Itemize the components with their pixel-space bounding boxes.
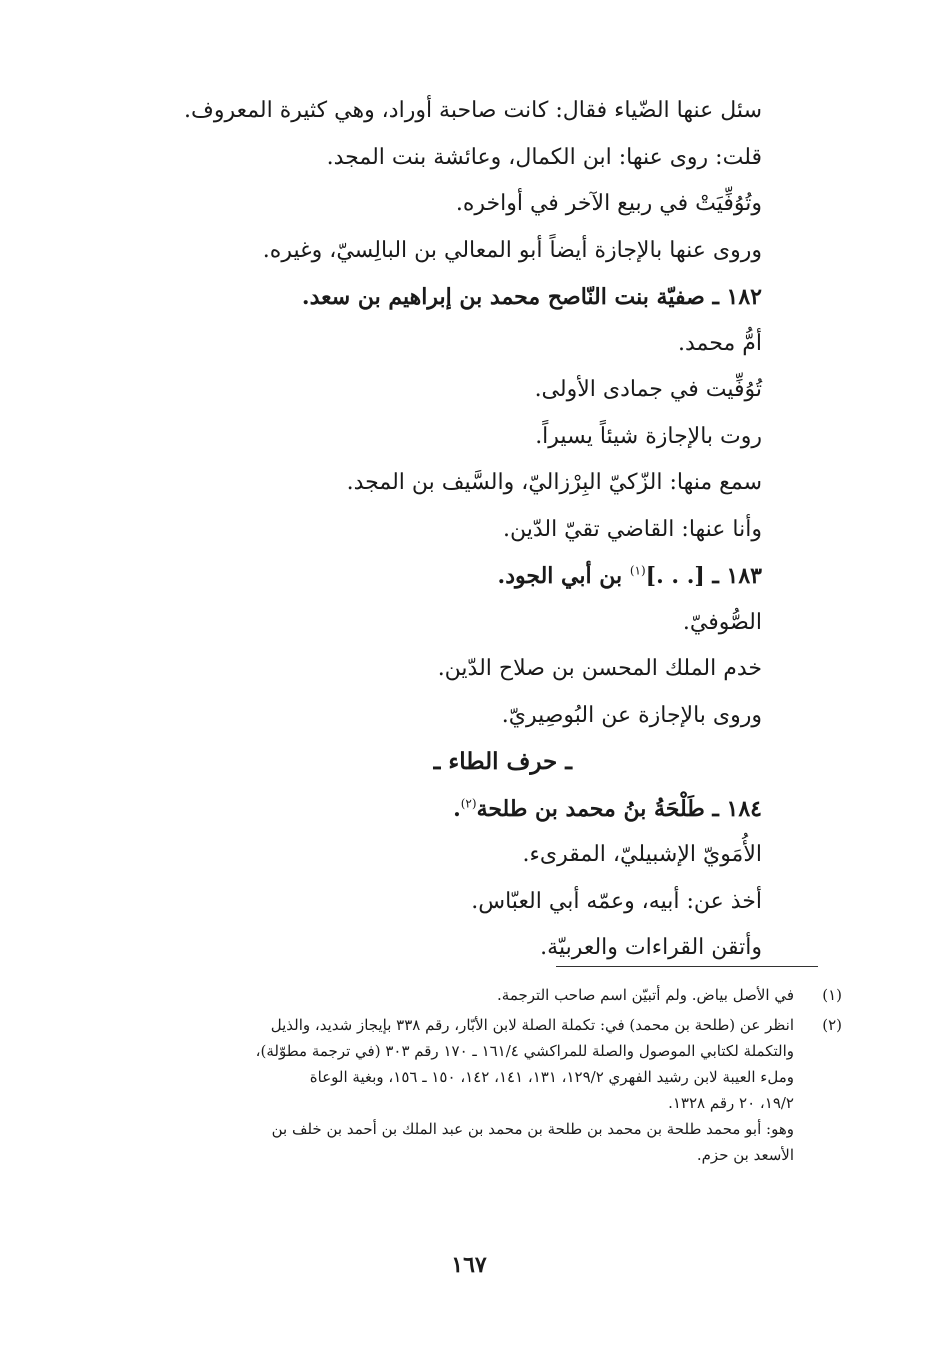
text-line: وأتقن القراءات والعربيّة. (540, 935, 762, 960)
footnote-body (112, 982, 794, 1008)
text-line: سمع منها: الزّكيّ البِرْزاليّ، والسَّيف بن المجد. (346, 470, 762, 495)
text-line: الصُّوفيّ. (682, 609, 762, 635)
entry-184-period: . (453, 795, 461, 822)
footnote-line: وهو: أبو محمد طلحة بن محمد بن طلحة بن محمد بن عبد الملك بن أحمد بن خلف بن (271, 1120, 794, 1138)
entry-heading-182: ١٨٢ ـ صفيّة بنت النّاصح محمد بن إبراهيم بن سعد. (301, 284, 762, 310)
entry-heading-183 (122, 553, 762, 600)
text-line: قلت: روى عنها: ابن الكمال، وعائشة بنت المجد. (326, 144, 762, 170)
footnote-ref-1[interactable]: (١) (629, 563, 646, 578)
text-line: أخذ عن: أبيه، وعمّه أبي العبّاس. (471, 888, 762, 914)
text-line: تُوُفِّيت في جمادى الأولى. (534, 377, 762, 402)
footnotes (112, 982, 842, 1172)
footnote-line: والتكملة لكتابي الموصول والصلة للمراكشي ١٦١/٤ ـ ١٧٠ رقم ٣٠٣ (في ترجمة مطوّلة)، (255, 1042, 794, 1060)
text-line: وروى بالإجازة عن البُوصِيريّ. (501, 702, 762, 728)
text-line: وتُوُفِّيَتْ في ربيع الآخر في أواخره. (455, 191, 762, 216)
footnote-2 (112, 1012, 842, 1168)
text-line: وروى عنها بالإجازة أيضاً أبو المعالي بن البالِسيّ، وغيره. (262, 237, 762, 263)
text-line: روت بالإجازة شيئاً يسيراً. (535, 423, 762, 449)
entry-183-name: بن أبي الجود. (497, 563, 623, 589)
footnote-line: انظر عن (طلحة بن محمد) في: تكملة الصلة لابن الأبّار، رقم ٣٣٨ بإيجاز شديد، والذيل (270, 1016, 794, 1034)
footnote-line: ١٩/٢، ٢٠ رقم ١٣٢٨. (668, 1094, 794, 1112)
entry-heading-184 (122, 786, 762, 833)
footnote-1 (112, 982, 842, 1008)
text-line: أمُّ محمد. (678, 330, 762, 356)
page-number: ١٦٧ (451, 1252, 487, 1278)
footnote-line: الأسعد بن حزم. (696, 1146, 794, 1164)
text-line: خدم الملك المحسن بن صلاح الدّين. (437, 656, 762, 681)
entry-183-number: ١٨٣ ـ [. . .] (645, 563, 762, 589)
main-text (122, 88, 762, 972)
entry-184-title: ١٨٤ ـ طَلْحَةُ بنُ محمد بن طلحة (476, 795, 762, 822)
footnote-number: (٢) (822, 1016, 842, 1034)
footnote-line: في الأصل بياض. ولم أتبيّن اسم صاحب الترجمة. (497, 986, 794, 1004)
footnote-number: (١) (822, 986, 842, 1004)
footnote-ref-2[interactable]: (٢) (460, 796, 477, 811)
text-line: سئل عنها الضّياء فقال: كانت صاحبة أوراد، وهي كثيرة المعروف. (184, 98, 762, 123)
footnote-separator (556, 966, 818, 967)
section-heading-taa: ـ حرف الطاء ـ (433, 748, 572, 775)
text-line: وأنا عنها: القاضي تقيّ الدّين. (502, 516, 762, 542)
footnote-line: وملء العيبة لابن رشيد الفهري ١٢٩/٢، ١٣١، ١٤١، ١٤٢، ١٥٠ ـ ١٥٦، وبغية الوعاة (309, 1068, 794, 1086)
text-line: الأُمَويّ الإشبيليّ، المقرىء. (522, 842, 762, 867)
footnote-body (112, 1012, 794, 1168)
